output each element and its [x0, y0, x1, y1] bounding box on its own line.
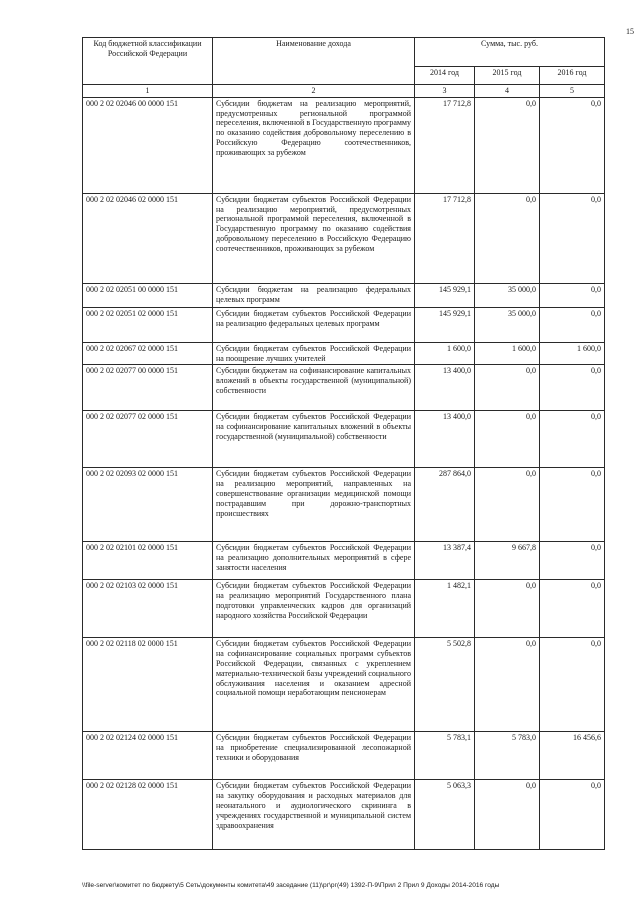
- amount-2014: 1 482,1: [415, 580, 475, 638]
- table-row: [83, 365, 605, 411]
- table-row: [83, 411, 605, 468]
- column-number: 2: [213, 85, 415, 98]
- amount-2014: 17 712,8: [415, 193, 475, 283]
- income-name: Субсидии бюджетам субъектов Российской Федерации на поощрение лучших учителей: [213, 342, 415, 365]
- table-row: [83, 97, 605, 193]
- amount-2016: 0,0: [540, 542, 605, 580]
- amount-2014: 13 387,4: [415, 542, 475, 580]
- file-path-footer: \\file-server\комитет по бюджету\5 Сеть\документы комитета\49 заседание (11)\рг\рг(49) 1392-П-9\Прил 2 Прил 9 Доходы 2014-2016 годы: [82, 882, 500, 889]
- table-row: [83, 580, 605, 638]
- amount-2016: 1 600,0: [540, 342, 605, 365]
- header-year-2014: 2014 год: [415, 67, 475, 85]
- income-name: Субсидии бюджетам субъектов Российской Федерации на закупку оборудования и расходных материалов для неонатального и аудиологического скрининга в учреждениях государственной и муниципальной систем здравоохранения: [213, 780, 415, 850]
- budget-code: 000 2 02 02101 02 0000 151: [83, 542, 213, 580]
- amount-2016: 16 456,6: [540, 732, 605, 780]
- amount-2015: 35 000,0: [475, 283, 540, 307]
- table-row: [83, 193, 605, 283]
- amount-2016: 0,0: [540, 411, 605, 468]
- amount-2015: 1 600,0: [475, 342, 540, 365]
- header-name-cell: Наименование дохода: [213, 38, 415, 85]
- page-number: 15: [626, 27, 634, 36]
- amount-2016: 0,0: [540, 307, 605, 342]
- income-name: Субсидии бюджетам на реализацию мероприятий, предусмотренных региональной программой переселения, включенной в Государственную программу по оказанию содействия добровольному переселению в Российскую Федерацию соотечественников, проживающих за рубежом: [213, 97, 415, 193]
- income-name: Субсидии бюджетам субъектов Российской Федерации на софинансирование социальных программ субъектов Российской Федерации, связанных с укреплением материально-технической базы учреждений социального обслуживания населения и оказанием адресной социальной помощи неработающим пенсионерам: [213, 638, 415, 732]
- amount-2014: 17 712,8: [415, 97, 475, 193]
- amount-2014: 145 929,1: [415, 283, 475, 307]
- budget-code: 000 2 02 02077 02 0000 151: [83, 411, 213, 468]
- header-year-2015: 2015 год: [475, 67, 540, 85]
- amount-2015: 5 783,0: [475, 732, 540, 780]
- budget-code: 000 2 02 02046 02 0000 151: [83, 193, 213, 283]
- amount-2014: 5 502,8: [415, 638, 475, 732]
- amount-2015: 0,0: [475, 580, 540, 638]
- column-number: 1: [83, 85, 213, 98]
- amount-2015: 0,0: [475, 365, 540, 411]
- table-row: [83, 307, 605, 342]
- amount-2016: 0,0: [540, 365, 605, 411]
- budget-code: 000 2 02 02093 02 0000 151: [83, 468, 213, 542]
- amount-2014: 5 783,1: [415, 732, 475, 780]
- amount-2015: 9 667,8: [475, 542, 540, 580]
- amount-2014: 1 600,0: [415, 342, 475, 365]
- amount-2016: 0,0: [540, 283, 605, 307]
- amount-2016: 0,0: [540, 780, 605, 850]
- amount-2015: 0,0: [475, 638, 540, 732]
- table-row: [83, 283, 605, 307]
- income-name: Субсидии бюджетам субъектов Российской Федерации на реализацию федеральных целевых программ: [213, 307, 415, 342]
- column-number: 3: [415, 85, 475, 98]
- income-name: Субсидии бюджетам субъектов Российской Федерации на софинансирование капитальных вложений в объекты государственной (муниципальной) собственности: [213, 411, 415, 468]
- table-row: [83, 638, 605, 732]
- amount-2015: 35 000,0: [475, 307, 540, 342]
- income-name: Субсидии бюджетам субъектов Российской Федерации на реализацию дополнительных мероприятий в сфере занятости населения: [213, 542, 415, 580]
- amount-2015: 0,0: [475, 780, 540, 850]
- income-name: Субсидии бюджетам на софинансирование капитальных вложений в объекты государственной (муниципальной) собственности: [213, 365, 415, 411]
- amount-2016: 0,0: [540, 97, 605, 193]
- amount-2016: 0,0: [540, 468, 605, 542]
- budget-code: 000 2 02 02077 00 0000 151: [83, 365, 213, 411]
- table-row: [83, 732, 605, 780]
- table-row: [83, 468, 605, 542]
- budget-code: 000 2 02 02051 02 0000 151: [83, 307, 213, 342]
- amount-2014: 13 400,0: [415, 411, 475, 468]
- amount-2015: 0,0: [475, 97, 540, 193]
- amount-2016: 0,0: [540, 580, 605, 638]
- budget-code: 000 2 02 02046 00 0000 151: [83, 97, 213, 193]
- table-row: [83, 780, 605, 850]
- header-code-cell: Код бюджетной классификации Российской Федерации: [83, 38, 213, 85]
- amount-2014: 287 864,0: [415, 468, 475, 542]
- amount-2016: 0,0: [540, 193, 605, 283]
- header-year-2016: 2016 год: [540, 67, 605, 85]
- amount-2015: 0,0: [475, 411, 540, 468]
- amount-2015: 0,0: [475, 193, 540, 283]
- income-name: Субсидии бюджетам субъектов Российской Федерации на реализацию мероприятий, направленных на совершенствование организации медицинской помощи пострадавшим при дорожно-транспортных происшествиях: [213, 468, 415, 542]
- income-name: Субсидии бюджетам субъектов Российской Федерации на реализацию мероприятий, предусмотренных региональной программой переселения, включенной в Государственную программу по оказанию содействия добровольному переселению в Российскую Федерацию соотечественников, проживающих за рубежом: [213, 193, 415, 283]
- amount-2014: 145 929,1: [415, 307, 475, 342]
- budget-code: 000 2 02 02067 02 0000 151: [83, 342, 213, 365]
- income-name: Субсидии бюджетам субъектов Российской Федерации на приобретение специализированной лесопожарной техники и оборудования: [213, 732, 415, 780]
- column-number: 4: [475, 85, 540, 98]
- budget-code: 000 2 02 02128 02 0000 151: [83, 780, 213, 850]
- amount-2016: 0,0: [540, 638, 605, 732]
- budget-code: 000 2 02 02118 02 0000 151: [83, 638, 213, 732]
- table-row: [83, 542, 605, 580]
- budget-income-table: [82, 37, 605, 850]
- income-name: Субсидии бюджетам на реализацию федеральных целевых программ: [213, 283, 415, 307]
- amount-2014: 5 063,3: [415, 780, 475, 850]
- amount-2014: 13 400,0: [415, 365, 475, 411]
- budget-code: 000 2 02 02051 00 0000 151: [83, 283, 213, 307]
- column-number: 5: [540, 85, 605, 98]
- table-row: [83, 342, 605, 365]
- budget-code: 000 2 02 02103 02 0000 151: [83, 580, 213, 638]
- budget-code: 000 2 02 02124 02 0000 151: [83, 732, 213, 780]
- header-sum-cell: Сумма, тыс. руб.: [415, 38, 605, 67]
- amount-2015: 0,0: [475, 468, 540, 542]
- income-name: Субсидии бюджетам субъектов Российской Федерации на реализацию мероприятий Государственного плана подготовки управленческих кадров для организаций народного хозяйства Российской Федерации: [213, 580, 415, 638]
